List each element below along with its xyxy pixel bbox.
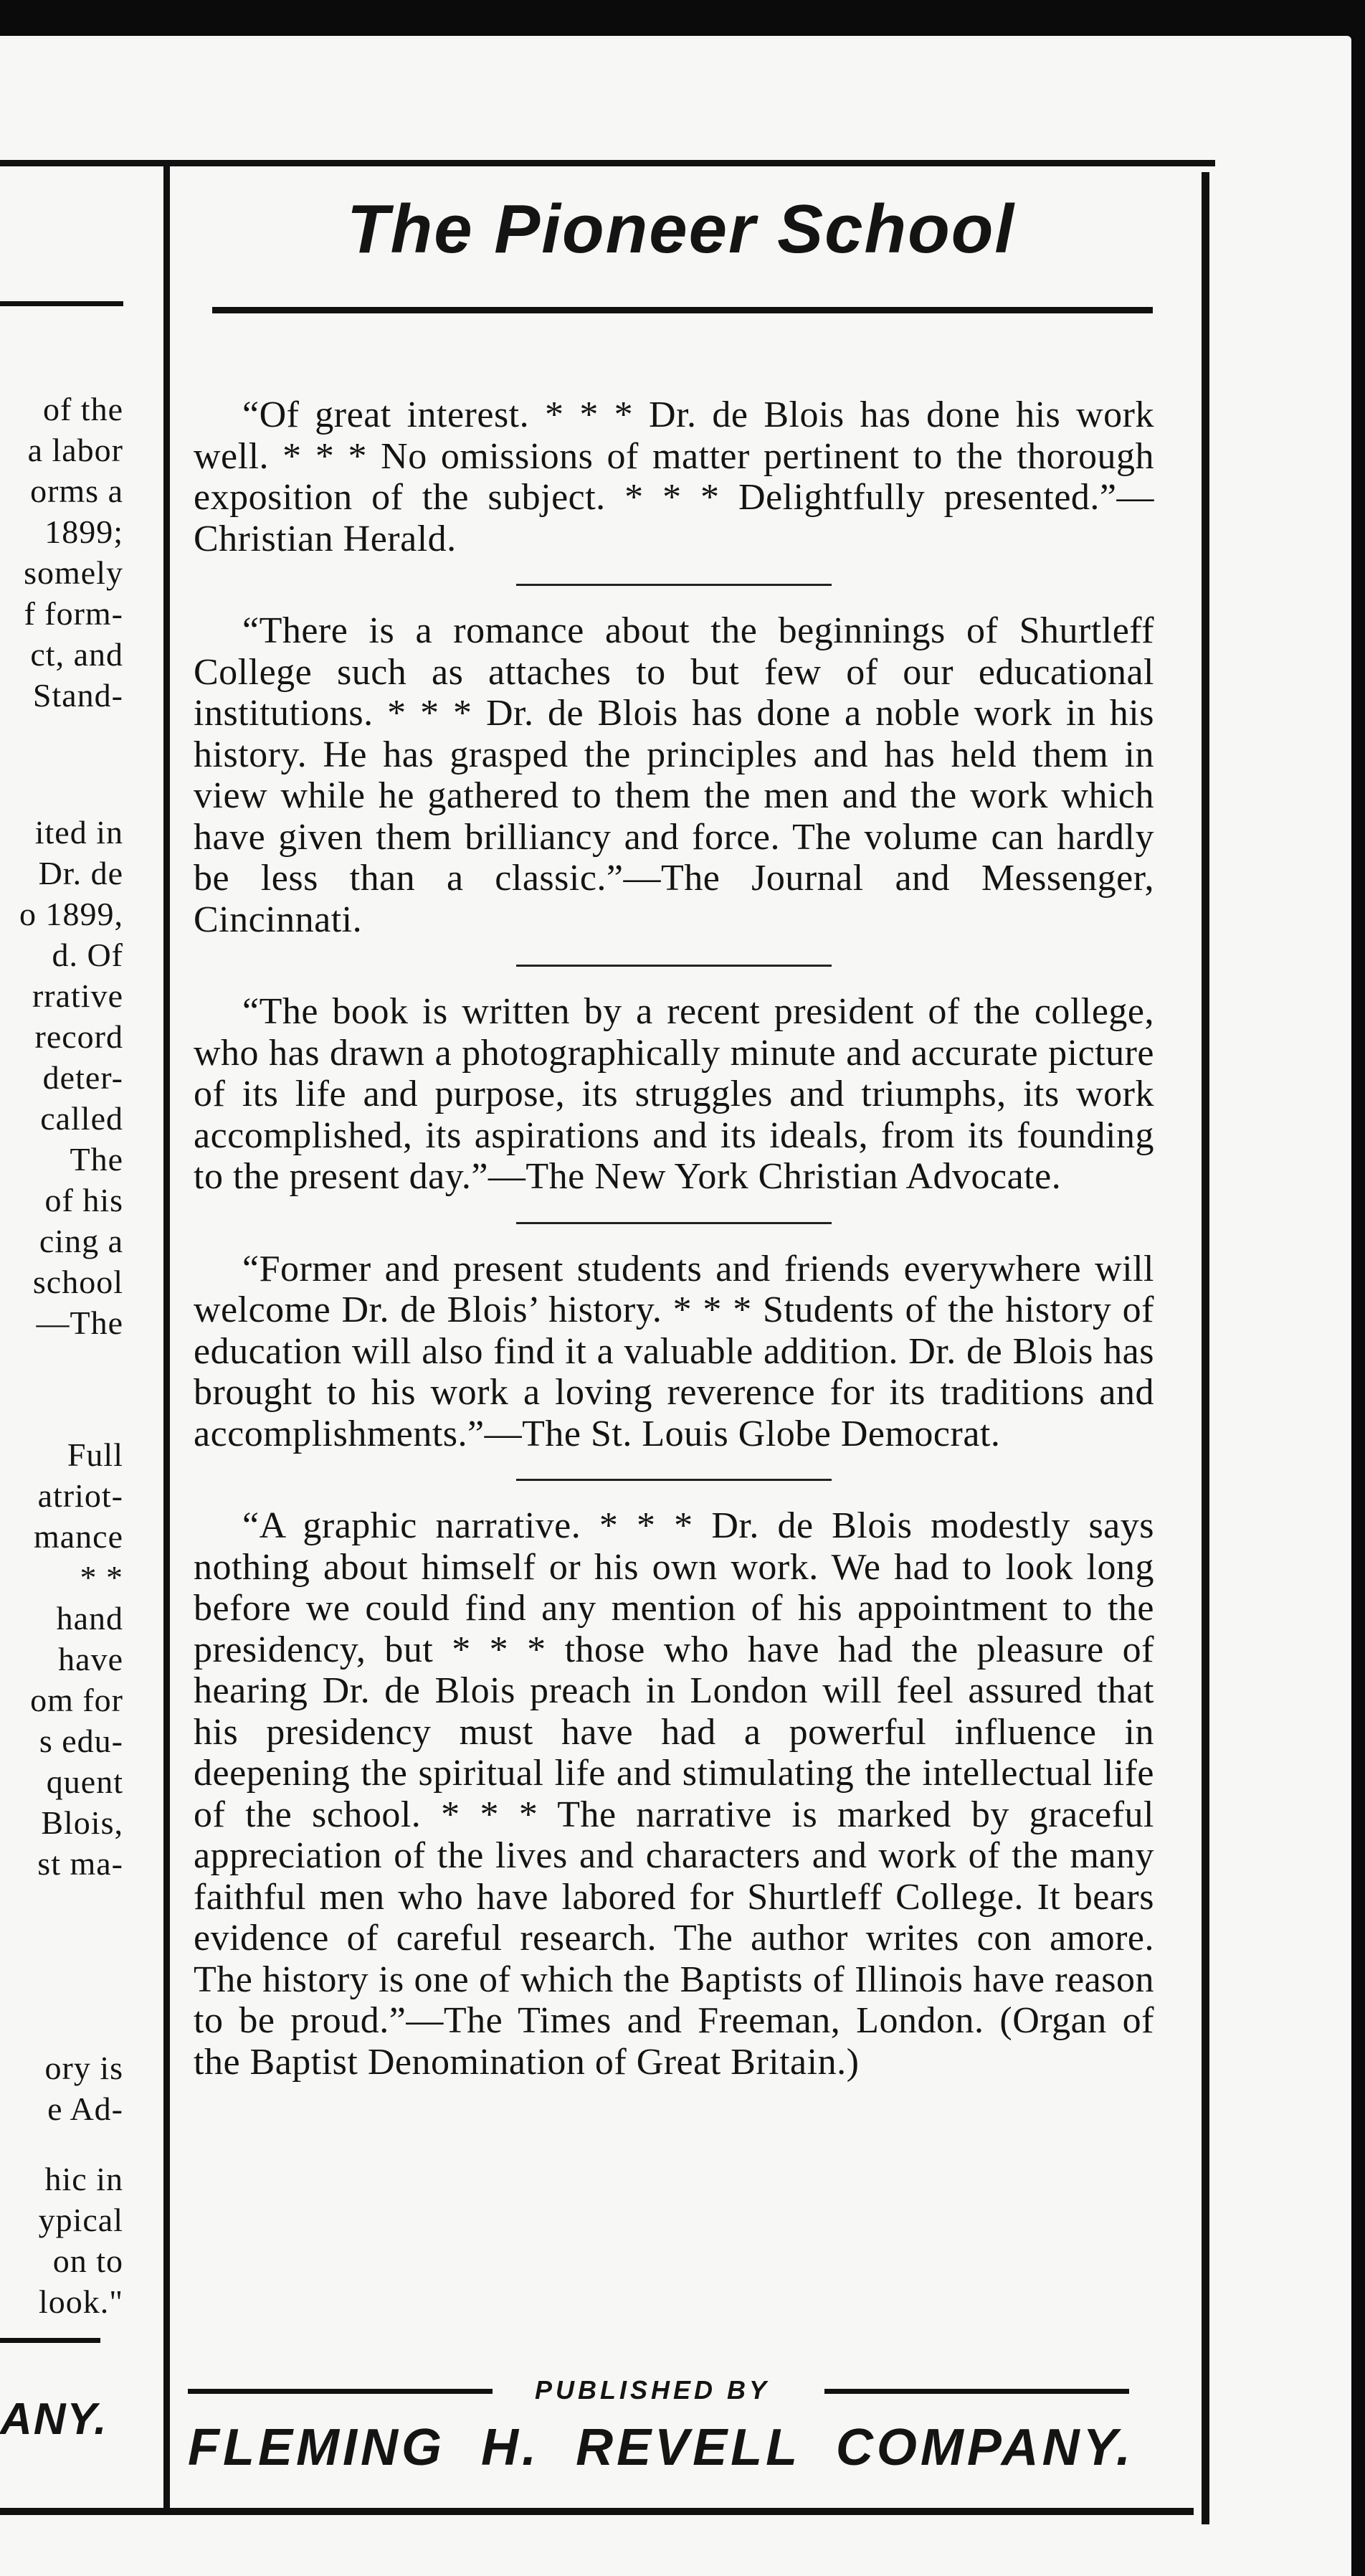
left-text-line: Stand- <box>32 677 123 714</box>
left-text-line: —The <box>36 1304 123 1341</box>
left-text-line: of his <box>44 1182 123 1218</box>
review-quotes <box>194 394 1154 2083</box>
review-quote-st-louis-globe: “Former and present students and friends everywhere will welcome Dr. de Blois’ history. * * * Students of the history of education will also find it a valuable addition. Dr. de Blois has brought to his work a loving reverence for its traditions and accomplishments.”—The St. Louis Globe Democrat. <box>194 1248 1154 1454</box>
review-quote-times-freeman: “A graphic narrative. * * * Dr. de Blois modestly says nothing about himself or his own work. We had to look long before we could find any mention of his appointment to the presidency, but * * * those who have had the pleasure of hearing Dr. de Blois preach in London will feel assured that his presidency must have had a powerful influence in deepening the spiritual life and stimulating the intellectual life of the school. * * * The narrative is marked by graceful appreciation of the lives and characters and work of the many faithful men who have labored for Shurtleff College. It bears evidence of careful research. The author writes con amore. The history is one of which the Baptists of Illinois have reason to be proud.”—The Times and Freeman, London. (Organ of the Baptist Denomination of Great Britain.) <box>194 1505 1154 2083</box>
left-text-line: hand <box>56 1600 123 1637</box>
frame-top-border <box>0 160 1215 166</box>
left-text-line: o 1899, <box>19 896 123 932</box>
left-text-line: called <box>40 1100 123 1137</box>
left-text-line: Blois, <box>41 1804 123 1841</box>
left-text-line: a labor <box>27 432 123 468</box>
left-text-line: rrative <box>32 977 123 1014</box>
left-text-line: ited in <box>34 814 123 851</box>
left-text-line: orms a <box>30 473 123 509</box>
review-quote-journal-messenger: “There is a romance about the beginnings of Shurtleff College such as attaches to but few of our educational institutions. * * * Dr. de Blois has done a noble work in his history. He has grasped the principles and has held them in view while he gathered to them the men and the work which have given them brilliancy and force. The volume can hardly be less than a classic.”—The Journal and Messenger, Cincinnati. <box>194 610 1154 940</box>
left-text-line: ct, and <box>30 636 123 673</box>
left-rule <box>0 301 123 306</box>
left-text-line: atriot- <box>37 1477 123 1514</box>
left-text-line: s edu- <box>39 1723 123 1759</box>
title-rule <box>212 307 1153 313</box>
frame-left-border <box>163 161 170 2510</box>
frame-right-border <box>1202 172 1209 2524</box>
left-text-line: school <box>32 1264 123 1300</box>
left-text-line: quent <box>46 1763 123 1800</box>
left-text-line: Dr. de <box>38 855 123 891</box>
left-text-line: 1899; <box>44 513 123 550</box>
left-text-line: on to <box>52 2243 123 2279</box>
quote-separator <box>516 1222 832 1224</box>
left-text-line: look." <box>38 2283 123 2320</box>
published-by-right-rule <box>824 2389 1129 2394</box>
left-text-line: The <box>70 1141 123 1178</box>
left-text-line: cing a <box>39 1223 123 1259</box>
scanned-page <box>0 36 1351 2576</box>
review-quote-christian-herald: “Of great interest. * * * Dr. de Blois has done his work well. * * * No omissions of matter pertinent to the thorough exposition of the subject. * * * Delightfully presented.”—Christian Herald. <box>194 394 1154 559</box>
left-text-line: Full <box>67 1436 123 1473</box>
published-by-left-rule <box>188 2389 493 2394</box>
review-quote-ny-christian-advocate: “The book is written by a recent president of the college, who has drawn a photographically minute and accurate picture of its life and purpose, its struggles and triumphs, its work accomplished, its aspirations and its ideals, from its founding to the present day.”—The New York Christian Advocate. <box>194 991 1154 1197</box>
left-bottom-rule <box>0 2338 100 2343</box>
left-text-line: somely <box>24 554 123 591</box>
left-text-line: mance <box>33 1518 123 1555</box>
left-text-line: hic in <box>44 2161 123 2197</box>
left-text-line: * * <box>80 1559 123 1596</box>
page-title: The Pioneer School <box>346 191 1016 267</box>
left-text-line: om for <box>30 1682 123 1718</box>
left-text-line: deter- <box>42 1059 123 1096</box>
left-text-line: of the <box>42 391 123 427</box>
frame-bottom-border <box>0 2508 1194 2515</box>
left-text-line: st ma- <box>37 1845 123 1882</box>
left-text-line: have <box>58 1641 123 1677</box>
left-text-line: f form- <box>24 595 123 632</box>
quote-separator <box>516 584 832 586</box>
left-text-line: ory is <box>44 2050 123 2086</box>
quote-separator <box>516 965 832 967</box>
quote-separator <box>516 1479 832 1481</box>
publisher-name: FLEMING H. REVELL COMPANY. <box>188 2419 1134 2476</box>
left-text-line: e Ad- <box>47 2090 123 2127</box>
published-by-label: PUBLISHED BY <box>534 2375 771 2405</box>
left-page-fragment <box>0 36 129 2576</box>
left-footer-fragment: ANY. <box>0 2395 108 2444</box>
left-text-line: ypical <box>38 2202 123 2238</box>
left-text-line: d. Of <box>52 937 123 973</box>
left-text-line: record <box>34 1018 123 1055</box>
